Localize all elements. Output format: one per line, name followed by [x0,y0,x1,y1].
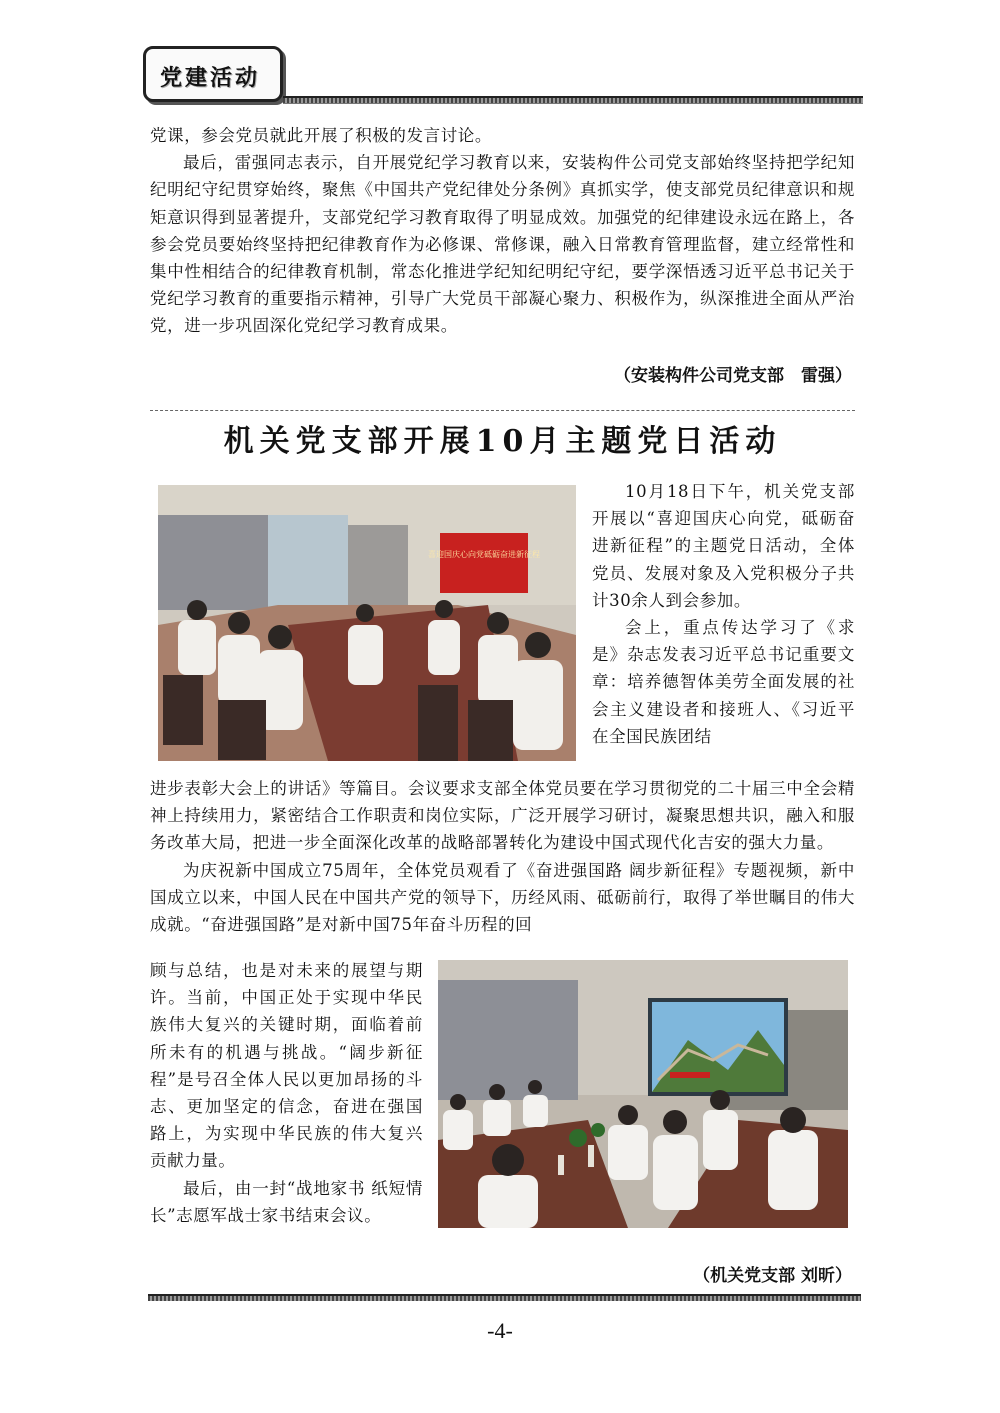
article1-paragraph: 最后，雷强同志表示，自开展党纪学习教育以来，安装构件公司党支部始终坚持把学纪知纪明纪守纪贯穿始终，聚焦《中国共产党纪律处分条例》真抓实学，使支部党员纪律意识和规矩意识得到显著提升，支部党纪学习教育取得了明显成效。加强党的纪律建设永远在路上，各参会党员要始终坚持把纪律教育作为必修课、常修课，融入日常教育管理监督，建立经常性和集中性相结合的纪律教育机制，常态化推进学纪知纪明纪守纪，要学深悟透习近平总书记关于党纪学习教育的重要指示精神，引导广大党员干部凝心聚力、积极作为，纵深推进全面从严治党，进一步巩固深化党纪学习教育成果。 [150,153,855,336]
article2-meeting-cont: 进步表彰大会上的讲话》等篇目。会议要求支部全体党员要在学习贯彻党的二十届三中全会精神上持续用力，紧密结合工作职责和岗位实际，广泛开展学习研讨，凝聚思想共识，融入和服务改革大局，把进一步全面深化改革的战略部署转化为建设中国式现代化吉安的强大力量。 [150,779,855,853]
page-number: -4- [487,1318,513,1343]
article2-left-column [150,957,423,1229]
article2-intro-paragraph: 10月18日下午，机关党支部开展以“喜迎国庆心向党，砥砺奋进新征程”的主题党日活动，全体党员、发展对象及入党积极分子共计30余人到会参加。 [592,482,855,610]
article2-closing-paragraph: 最后，由一封“战地家书 纸短情长”志愿军战士家书结束会议。 [150,1178,423,1225]
article2-video-cont: 顾与总结，也是对未来的展望与期许。当前，中国正处于实现中华民族伟大复兴的关键时期，面临着前所未有的机遇与挑战。“阔步新征程”是号召全体人民以更加昂扬的斗志、更加坚定的信念，奋进在强国路上，为实现中华民族的伟大复兴贡献力量。 [150,961,423,1171]
article2-video-paragraph: 为庆祝新中国成立75周年，全体党员观看了《奋进强国路 阔步新征程》专题视频，新中国成立以来，中国人民在中国共产党的领导下，历经风雨、砥砺前行，取得了举世瞩目的伟大成就。“奋进强国路”是对新中国75年奋斗历程的回 [150,860,855,935]
section-label: 党建活动 [160,66,261,91]
header-rule [283,96,863,104]
article2-title: 机关党支部开展10月主题党日活动 [223,424,782,459]
section-header-tab [143,46,283,102]
article2-intro-right [592,478,855,750]
meeting-photo-1 [158,485,576,761]
article-divider [150,410,855,411]
meeting-photo-2 [438,960,848,1228]
article1-body [150,122,855,340]
footer-rule [148,1294,861,1301]
article1-paragraph: 党课，参会党员就此开展了积极的发言讨论。 [150,126,492,145]
article2-meeting-paragraph: 会上，重点传达学习了《求是》杂志发表习近平总书记重要文章：培养德智体美劳全面发展的社会主义建设者和接班人、《习近平在全国民族团结 [592,618,855,746]
article2-signature: （机关党支部 刘昕） [693,1266,852,1286]
photo1-screen-caption: 喜迎国庆心向党砥砺奋进新征程 [428,550,540,559]
article2-full-width [150,775,855,938]
article1-signature: （安装构件公司党支部 雷强） [614,366,852,386]
